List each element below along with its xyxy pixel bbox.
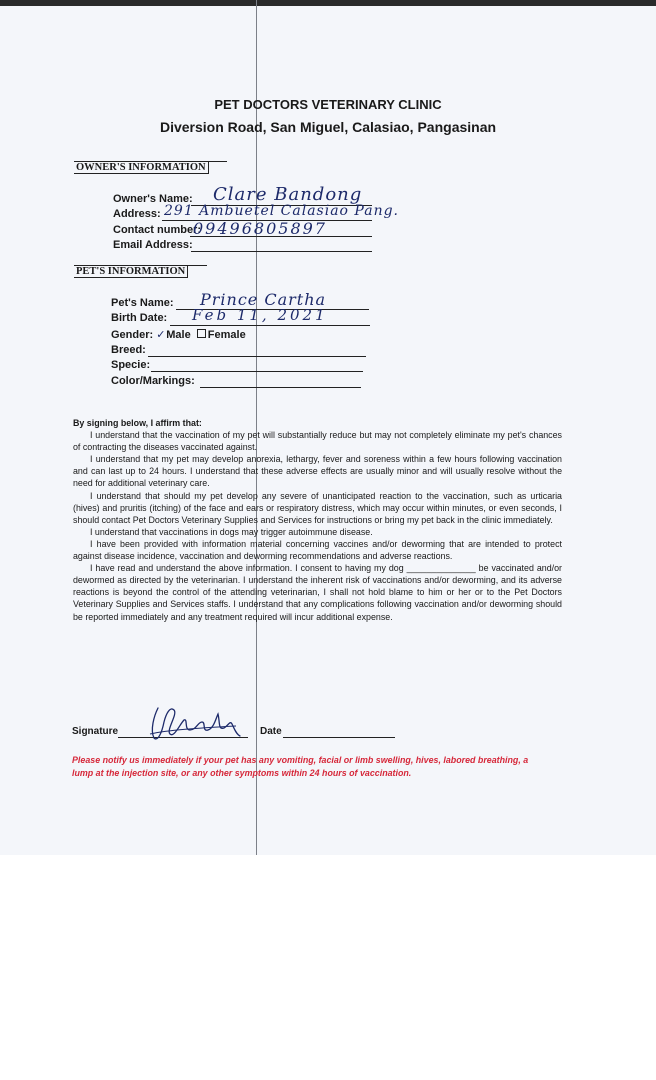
consent-lead: By signing below, I affirm that: (73, 418, 202, 428)
owner-name-label: Owner's Name: (113, 193, 193, 205)
signature-label: Signature (72, 726, 119, 737)
birth-date-line (170, 325, 370, 326)
consent-paragraph: I have read and understand the above information. I consent to having my dog ______________ be vaccinated and/or dewormed as directed by the veterinarian. I understand the inherent risk of vaccinations and/or deworming, and its adverse reactions is beyond the control of the attending veterinarian, I shall not hold blame to him or her or to the Pet Doctors Veterinary Supplies and Services staffs. I understand that any complications following vaccination and/or deworming should be reported immediately and any treatment required will incur additional expense. (73, 563, 562, 622)
email-label: Email Address: (113, 239, 193, 251)
consent-paragraph: I understand that my pet may develop anorexia, lethargy, fever and soreness within a few hours following vaccination and can last up to 24 hours. I understand that these adverse effects are usually minor and will usually resolve without the need for additional veterinary care. (73, 454, 562, 489)
birth-date-label: Birth Date: (111, 312, 168, 324)
pet-name-label: Pet's Name: (111, 297, 174, 309)
consent-paragraph: I understand that the vaccination of my pet will substantially reduce but may not completely eliminate my pet's chances of contracting the diseases vaccinated against. (73, 430, 562, 453)
pet-name-value[interactable]: Prince Cartha (200, 290, 327, 309)
specie-line[interactable] (151, 371, 363, 372)
clinic-address: Diversion Road, San Miguel, Calasiao, Pangasinan (159, 119, 497, 135)
contact-label: Contact number: (113, 224, 201, 236)
clinic-name: PET DOCTORS VETERINARY CLINIC (214, 97, 442, 112)
female-option-label: Female (207, 329, 246, 341)
date-line[interactable] (283, 737, 395, 738)
owner-section-title: OWNER'S INFORMATION (74, 161, 209, 174)
vaccination-notice: Please notify us immediately if your pet has any vomiting, facial or limb swelling, hives, labored breathing, a lump at the injection site, or any other symptoms within 24 hours of vaccination. (72, 755, 529, 778)
specie-label: Specie: (111, 359, 151, 371)
date-label: Date (260, 726, 282, 737)
color-markings-line[interactable] (200, 387, 361, 388)
female-checkbox[interactable] (197, 329, 206, 338)
consent-paragraph: I have been provided with information material concerning vaccines and/or deworming that are intended to protect against disease incidence, vaccination and deworming recommendations and adverse reactions. (73, 538, 562, 562)
consent-text (73, 417, 562, 623)
gender-label: Gender: (111, 329, 154, 341)
birth-date-value[interactable]: Feb 11, 2021 (192, 306, 328, 324)
scan-edge (0, 0, 656, 6)
male-option-label: Male (166, 329, 191, 341)
pet-section-title: PET'S INFORMATION (74, 265, 188, 278)
gender-row (111, 328, 246, 341)
contact-value[interactable]: 09496805897 (193, 219, 327, 238)
address-value[interactable]: 291 Ambuetel Calasiao Pang. (164, 203, 399, 219)
breed-label: Breed: (111, 344, 146, 356)
breed-line[interactable] (148, 356, 366, 357)
owner-name-value[interactable]: Clare Bandong (213, 184, 363, 205)
consent-paragraph: I understand that vaccinations in dogs may trigger autoimmune disease. (90, 526, 373, 537)
address-label: Address: (113, 208, 161, 220)
signature-scribble-icon (144, 700, 244, 742)
consent-paragraph: I understand that should my pet develop any severe of unanticipated reaction to the vaccination, such as urticaria (hives) and pruritis (itching) of the face and ears or respiratory distress, which may occur within minutes, or even seconds, I should contact Pet Doctors Veterinary Supplies and Services for instructions or bring my pet back in the clinic immediately. (73, 490, 562, 525)
color-markings-label: Color/Markings: (111, 375, 195, 387)
email-line[interactable] (191, 251, 372, 252)
male-checkbox[interactable]: ✓ (156, 329, 166, 341)
